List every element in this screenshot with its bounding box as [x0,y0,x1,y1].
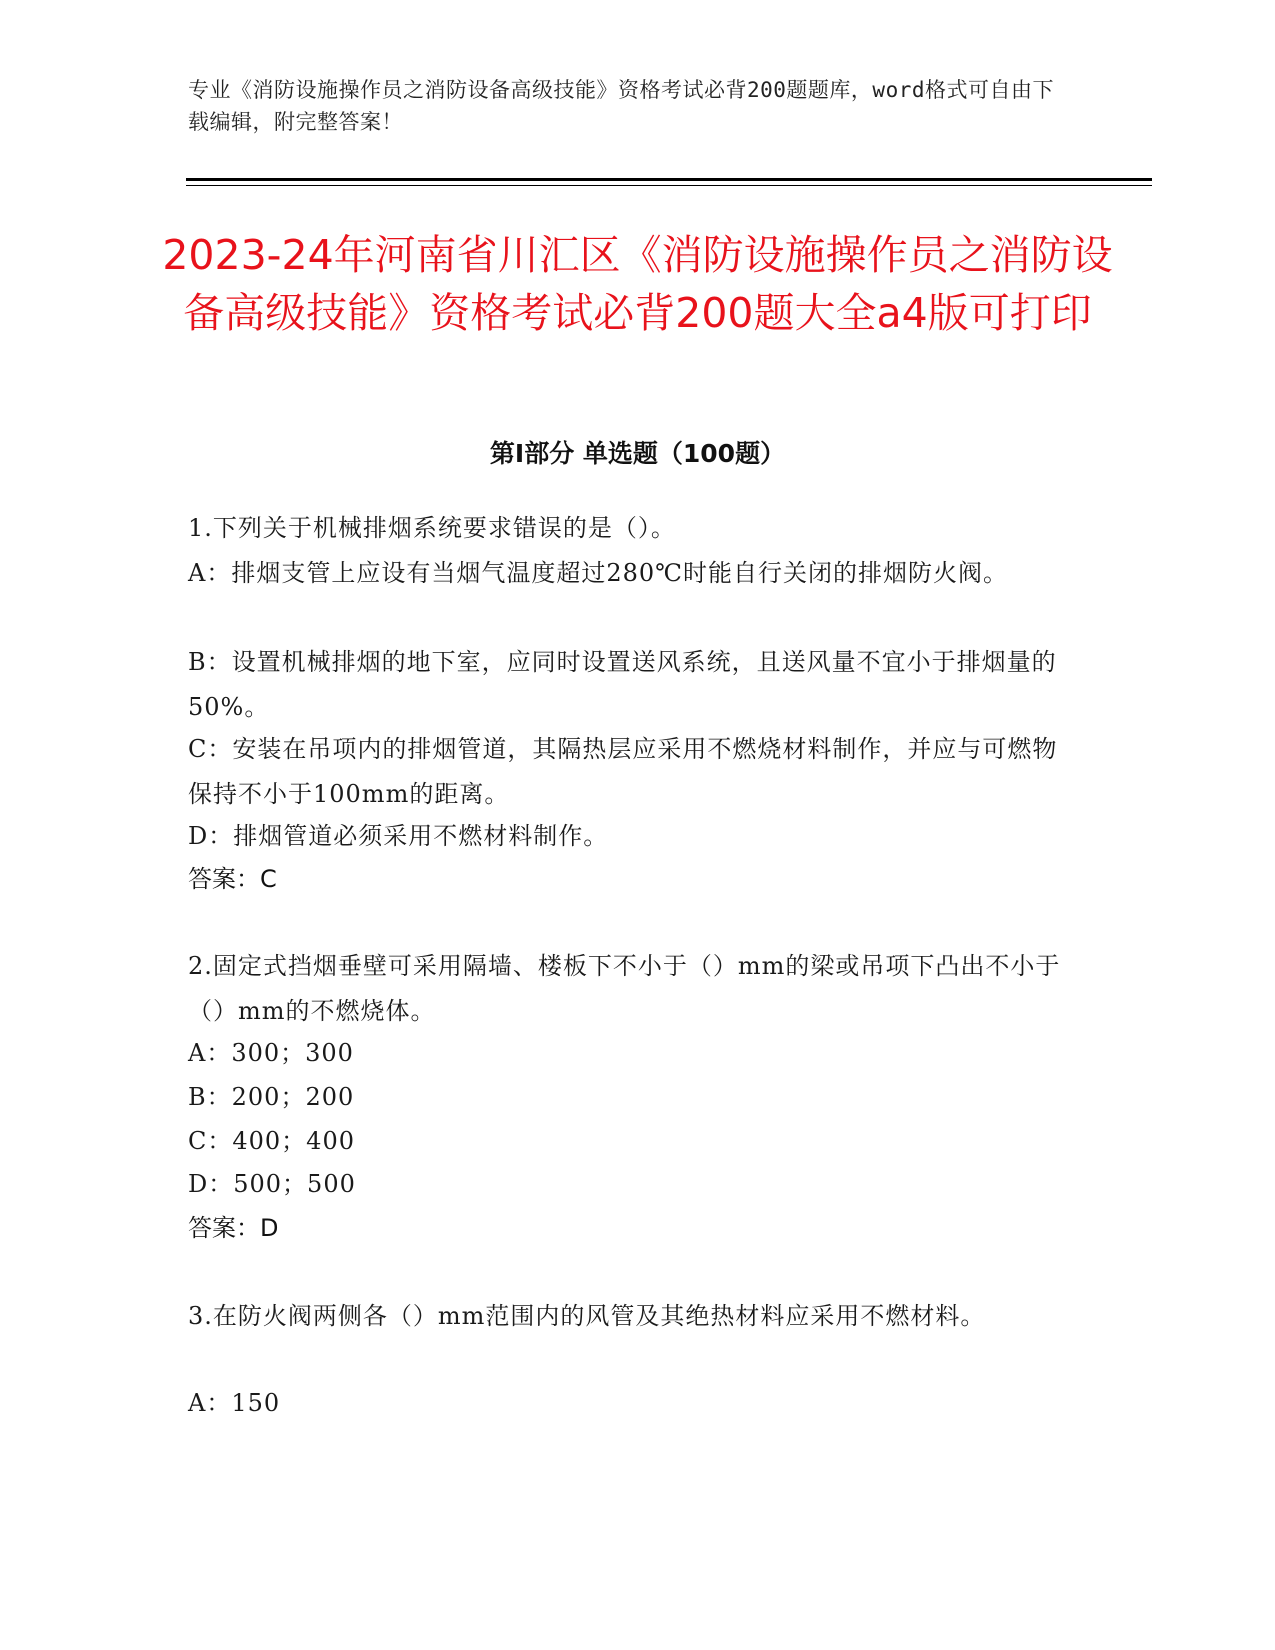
section-heading: 第I部分 单选题（100题） [489,439,786,468]
question-2-option-c: C：400；400 [188,1127,355,1155]
question-2-option-b: B：200；200 [188,1083,355,1111]
question-1-answer: 答案：C [188,865,277,893]
question-1-stem: 1.下列关于机械排烟系统要求错误的是（）。 [188,514,676,542]
question-1-option-d: D：排烟管道必须采用不燃材料制作。 [188,822,609,850]
header-note: 专业《消防设施操作员之消防设备高级技能》资格考试必背200题题库，word格式可自由下载编辑，附完整答案！ [188,78,1054,134]
question-2-answer: 答案：D [188,1214,279,1242]
header-divider-thin [186,185,1152,186]
header-divider-thick [186,178,1152,181]
question-3-stem: 3.在防火阀两侧各（）mm范围内的风管及其绝热材料应采用不燃材料。 [188,1302,986,1330]
document-title: 2023-24年河南省川汇区《消防设施操作员之消防设备高级技能》资格考试必背200题大全a4版可打印 [162,231,1113,337]
question-2-option-a: A：300；300 [188,1039,354,1067]
question-1-option-a: A：排烟支管上应设有当烟气温度超过280℃时能自行关闭的排烟防火阀。 [188,559,1008,587]
question-1-option-c: C：安装在吊项内的排烟管道，其隔热层应采用不燃烧材料制作，并应与可燃物保持不小于100mm的距离。 [188,735,1058,808]
question-2-option-d: D：500；500 [188,1170,356,1198]
question-3-option-a: A：150 [188,1389,281,1417]
question-2-stem: 2.固定式挡烟垂壁可采用隔墙、楼板下不小于（）mm的梁或吊项下凸出不小于（）mm的不燃烧体。 [188,952,1061,1025]
question-1-option-b: B：设置机械排烟的地下室，应同时设置送风系统，且送风量不宜小于排烟量的50%。 [188,648,1057,721]
